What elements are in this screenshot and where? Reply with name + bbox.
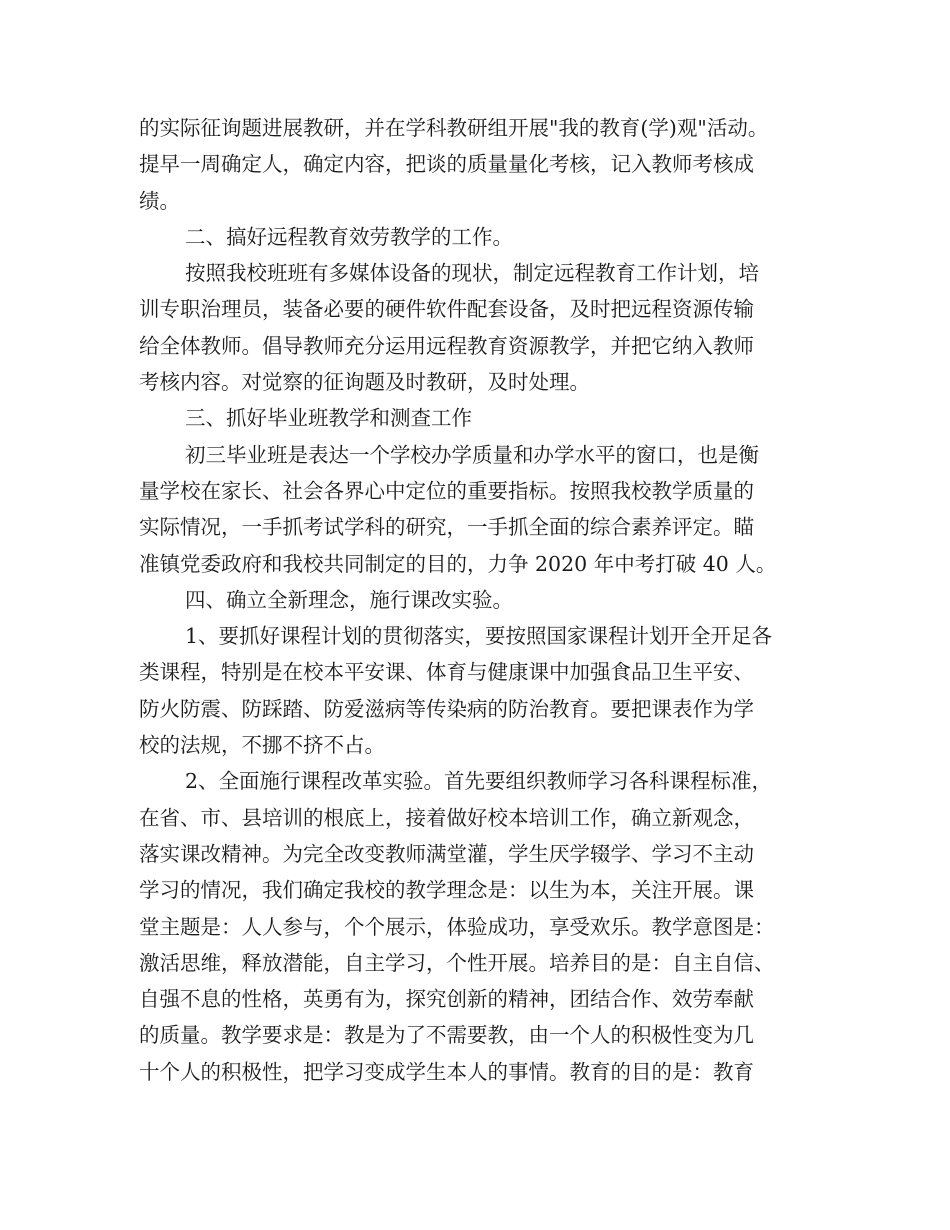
text-line-15: 1、要抓好课程计划的贯彻落实，要按照国家课程计划开全开足各: [185, 624, 773, 649]
section-heading-2: 二、搞好远程教育效劳教学的工作。: [185, 224, 513, 249]
text-line-13: 准镇党委政府和我校共同制定的目的，力争 2020 年中考打破 40 人。: [139, 551, 777, 576]
text-line-8: 考核内容。对觉察的征询题及时教研，及时处理。: [139, 370, 590, 395]
text-line-27: 十个人的积极性，把学习变成学生本人的事情。教育的目的是：教育: [139, 1059, 754, 1084]
section-heading-3: 三、抓好毕业班教学和测查工作: [185, 406, 472, 431]
text-line-18: 校的法规，不挪不挤不占。: [139, 733, 385, 758]
text-line-2: 提早一周确定人，确定内容，把谈的质量量化考核，记入教师考核成: [139, 152, 754, 177]
text-line-11: 量学校在家长、社会各界心中定位的重要指标。按照我校教学质量的: [139, 478, 754, 503]
body-text: [139, 110, 829, 1090]
text-line-6: 训专职治理员，装备必要的硬件软件配套设备，及时把远程资源传输: [139, 297, 754, 322]
text-line-22: 学习的情况，我们确定我校的教学理念是：以生为本，关注开展。课: [139, 878, 754, 903]
text-line-1: 的实际征询题进展教研，并在学科教研组开展"我的教育(学)观"活动。: [139, 116, 769, 140]
text-line-26: 的质量。教学要求是：教是为了不需要教，由一个人的积极性变为几: [139, 1023, 754, 1048]
text-line-17: 防火防震、防踩踏、防爱滋病等传染病的防治教育。要把课表作为学: [139, 696, 754, 721]
text-line-16: 类课程，特别是在校本平安课、体育与健康课中加强食品卫生平安、: [139, 660, 754, 685]
text-line-25: 自强不息的性格，英勇有为，探究创新的精神，团结合作、效劳奉献: [139, 987, 754, 1012]
text-line-24: 激活思维，释放潜能，自主学习，个性开展。培养目的是：自主自信、: [139, 950, 775, 975]
text-line-23: 堂主题是：人人参与，个个展示，体验成功，享受欢乐。教学意图是：: [139, 914, 775, 939]
text-line-3: 绩。: [139, 188, 180, 213]
text-line-21: 落实课改精神。为完全改变教师满堂灌，学生厌学辍学、学习不主动: [139, 841, 754, 866]
section-heading-4: 四、确立全新理念，施行课改实验。: [185, 587, 513, 612]
text-line-19: 2、全面施行课程改革实验。首先要组织教师学习各科课程标准，: [185, 769, 773, 794]
text-line-20: 在省、市、县培训的根底上，接着做好校本培训工作，确立新观念，: [139, 805, 754, 830]
text-line-10: 初三毕业班是表达一个学校办学质量和办学水平的窗口，也是衡: [185, 442, 759, 467]
text-line-7: 给全体教师。倡导教师充分运用远程教育资源教学，并把它纳入教师: [139, 333, 754, 358]
text-line-12: 实际情况，一手抓考试学科的研究，一手抓全面的综合素养评定。瞄: [139, 515, 754, 540]
text-line-5: 按照我校班班有多媒体设备的现状，制定远程教育工作计划，培: [185, 261, 759, 286]
